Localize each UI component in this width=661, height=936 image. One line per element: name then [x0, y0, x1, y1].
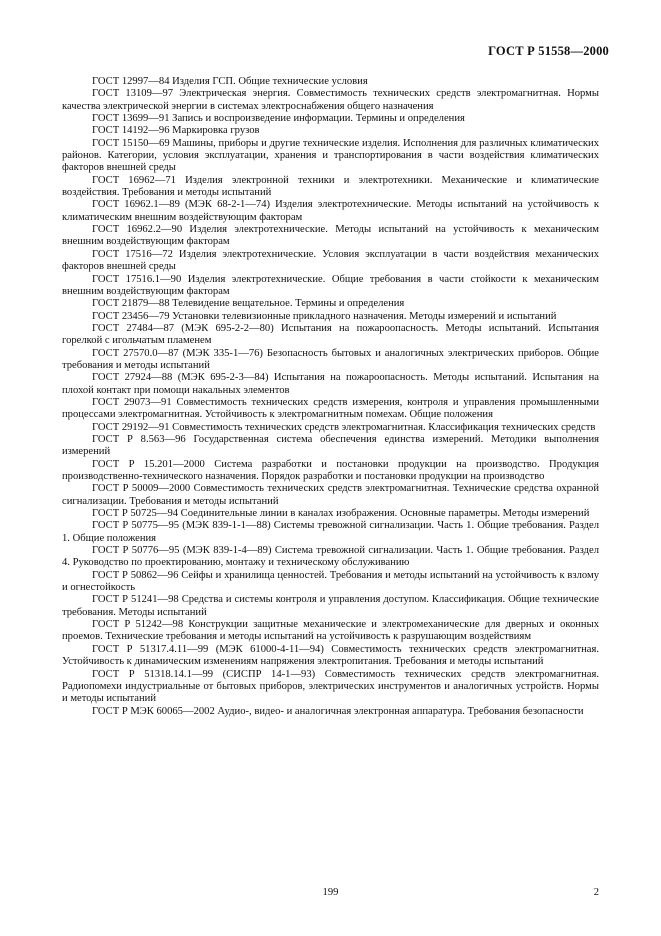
reference-entry: ГОСТ Р 50725—94 Соединительные линии в каналах изображения. Основные параметры. Методы измерений [92, 508, 590, 520]
reference-entry: ГОСТ 13699—91 Запись и воспроизведение информации. Термины и определения [92, 113, 465, 125]
reference-entry: ГОСТ 16962—71 Изделия электронной техники и электротехники. Механические и климатические воздействия. Требования и методы испытаний [62, 174, 599, 199]
reference-entry: ГОСТ 29192—91 Совместимость технических средств электромагнитная. Классификация технических средств [92, 421, 596, 433]
references-list [62, 76, 599, 718]
reference-entry: ГОСТ Р 51241—98 Средства и системы контроля и управления доступом. Классификация. Общие технические требования. Методы испытаний [62, 594, 599, 618]
reference-entry: ГОСТ 21879—88 Телевидение вещательное. Термины и определения [92, 298, 405, 310]
reference-entry: ГОСТ 16962.1—89 (МЭК 68-2-1—74) Изделия электротехнические. Методы испытаний на устойчивость к климатическим внешним воздействующим факторам [62, 199, 599, 223]
reference-entry: ГОСТ 27570.0—87 (МЭК 335-1—76) Безопасность бытовых и аналогичных электрических приборов. Общие требования и методы испытаний [62, 347, 599, 371]
reference-entry: ГОСТ 17516—72 Изделия электротехнические. Условия эксплуатации в части воздействия механических факторов внешней среды [62, 248, 599, 273]
reference-entry: ГОСТ Р 50776—95 (МЭК 839-1-4—89) Система тревожной сигнализации. Часть 1. Общие требования. Раздел 4. Руководство по проектированию, монтажу и техническому обслуживанию [62, 545, 599, 569]
reference-entry: ГОСТ 16962.2—90 Изделия электротехнические. Методы испытаний на устойчивость к механическим внешним воздействующим факторам [62, 224, 599, 248]
reference-entry: ГОСТ 14192—96 Маркировка грузов [92, 125, 260, 137]
reference-entry: ГОСТ 27924—88 (МЭК 695-2-3—84) Испытания на пожароопасность. Методы испытаний. Испытания на плохой контакт при помощи накальных элементов [62, 372, 599, 396]
reference-entry: ГОСТ Р 50862—96 Сейфы и хранилища ценностей. Требования и методы испытаний на устойчивость к взлому и огнестойкость [62, 569, 599, 594]
reference-entry: ГОСТ Р 8.563—96 Государственная система обеспечения единства измерений. Методики выполнения измерений [62, 433, 599, 458]
reference-entry: ГОСТ Р 51317.4.11—99 (МЭК 61000-4-11—94) Совместимость технических средств электромагнитная. Устойчивость к динамическим изменениям напряжения электропитания. Требования и методы испытаний [62, 643, 599, 668]
reference-entry: ГОСТ Р 50775—95 (МЭК 839-1-1—88) Системы тревожной сигнализации. Часть 1. Общие требования. Раздел 1. Общие положения [62, 520, 599, 544]
reference-entry: ГОСТ Р 15.201—2000 Система разработки и постановки продукции на производство. Продукция производственно-технического назначения. Порядок разработки и постановки продукции на производство [62, 458, 599, 482]
document-header-title: ГОСТ Р 51558—2000 [488, 44, 609, 58]
reference-entry: ГОСТ 23456—79 Установки телевизионные прикладного назначения. Методы измерений и испытаний [92, 310, 557, 322]
reference-entry: ГОСТ Р 51318.14.1—99 (СИСПР 14-1—93) Совместимость технических средств электромагнитная. Радиопомехи индустриальные от бытовых приборов, электрических инструментов и аналогичных устройств. Нормы и методы испытаний [62, 668, 599, 705]
reference-entry: ГОСТ Р МЭК 60065—2002 Аудио-, видео- и аналогичная электронная аппаратура. Требования безопасности [92, 705, 584, 717]
reference-entry: ГОСТ 12997—84 Изделия ГСП. Общие технические условия [92, 76, 368, 87]
page-number: 199 [322, 887, 339, 898]
reference-entry: ГОСТ 29073—91 Совместимость технических средств измерения, контроля и управления промышленными процессами электромагнитная. Устойчивость к электромагнитным помехам. Общие положения [62, 396, 599, 421]
reference-entry: ГОСТ 27484—87 (МЭК 695-2-2—80) Испытания на пожароопасность. Методы испытаний. Испытания горелкой с игольчатым пламенем [62, 322, 599, 347]
reference-entry: ГОСТ 17516.1—90 Изделия электротехнические. Общие требования в части стойкости к механическим внешним воздействующим факторам [62, 273, 599, 297]
sheet-number: 2 [593, 887, 599, 898]
reference-entry: ГОСТ Р 51242—98 Конструкции защитные механические и электромеханические для дверных и оконных проемов. Технические требования и методы испытаний на устойчивость к разрушающим воздействиям [62, 619, 599, 643]
reference-entry: ГОСТ 13109—97 Электрическая энергия. Совместимость технических средств электромагнитная. Нормы качества электрической энергии в системах электроснабжения общего назначения [62, 88, 599, 112]
reference-entry: ГОСТ Р 50009—2000 Совместимость технических средств электромагнитная. Технические средства охранной сигнализации. Требования и методы испытаний [62, 483, 599, 507]
reference-entry: ГОСТ 15150—69 Машины, приборы и другие технические изделия. Исполнения для различных климатических районов. Категории, условия эксплуатации, хранения и транспортирования в части воздействия климатических факторов внешней среды [62, 137, 599, 174]
